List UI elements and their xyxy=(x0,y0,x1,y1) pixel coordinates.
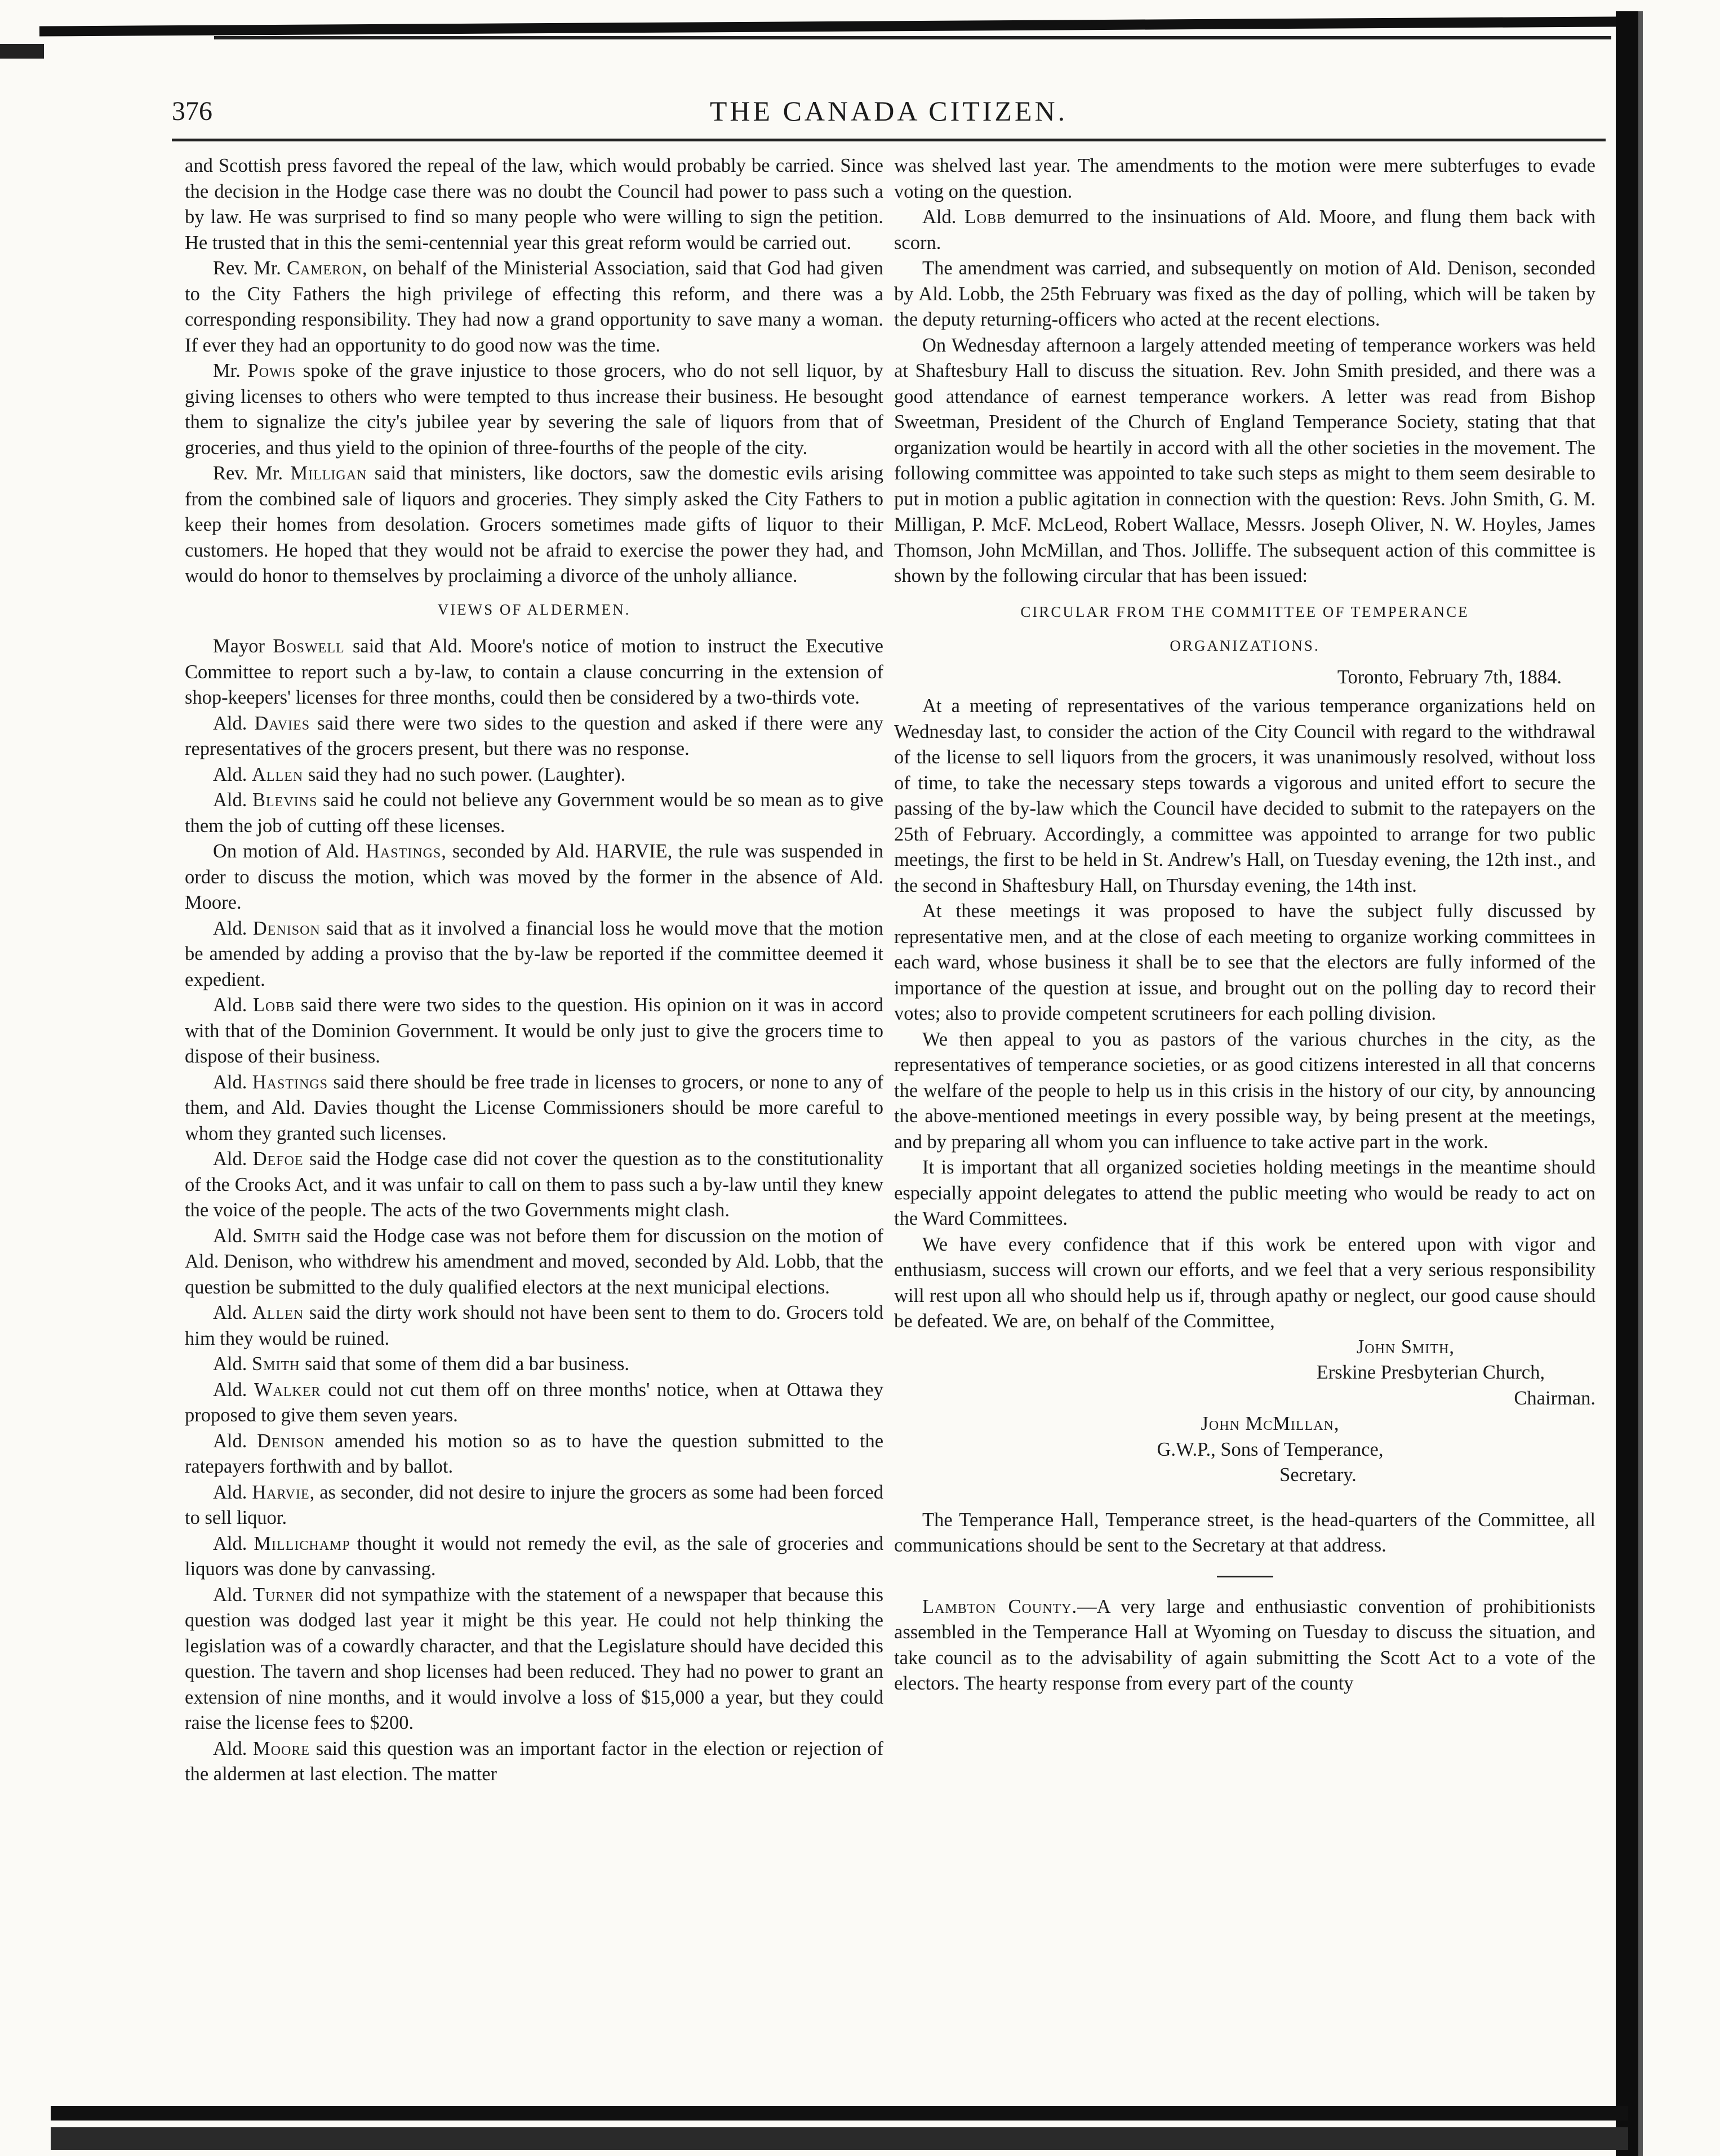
alderman-remark: Ald. Denison amended his motion so as to have the question submitted to the ratepayers forthwith and by ballot. xyxy=(185,1430,884,1477)
speaker-name: Denison xyxy=(252,917,321,939)
alderman-remark: Ald. Davies said there were two sides to the question and asked if there were any representatives of the grocers present, but there was no response. xyxy=(185,712,884,759)
article-paragraph-powis: Mr. Powis spoke of the grave injustice to those grocers, who do not sell liquor, by giving licenses to others who were tempted to thus increase their business. He besought them to signalize the city's jubilee year by severing the sale of liquors from that of groceries, and thus yield to the opinion of three-fourths of the people of the city. xyxy=(185,360,884,459)
alderman-remark: Ald. Lobb said there were two sides to the question. His opinion on it was in accord with that of the Dominion Government. It would be only just to give the grocers time to dispose of their business. xyxy=(185,994,883,1067)
alderman-remark: Ald. Walker could not cut them off on three months' notice, when at Ottawa they proposed to give them seven years. xyxy=(185,1379,883,1426)
bottom-border-rule xyxy=(51,2106,1628,2121)
circular-paragraph: At a meeting of representatives of the various temperance organizations held on Wednesday last, to consider the action of the City Council with regard to the withdrawal of the license to sell liquors from the grocers, it was unanimously resolved, without loss of time, to take the necessary steps towards a vigorous and united effort to secure the passing of the by-law which the Council have decided to submit to the ratepayers on the 25th of February. Accordingly, a committee was appointed to arrange for two public meetings, the first to be held in St. Andrew's Hall, on Tuesday evening, the 12th inst., and the second in Shaftesbury Hall, on Thursday evening, the 14th inst. xyxy=(894,695,1595,896)
alderman-remark: On motion of Ald. Hastings, seconded by Ald. HARVIE, the rule was suspended in order to discuss the motion, which was moved by the former in the absence of Ald. Moore. xyxy=(185,841,884,913)
speaker-name: Milligan xyxy=(290,463,367,484)
alderman-remark: Ald. Hastings said there should be free trade in licenses to grocers, or none to any of them, and Ald. Davies thought the License Commissioners should be more careful to whom they granted such licenses. xyxy=(185,1071,884,1144)
right-border-bar-shadow xyxy=(1638,11,1643,2156)
page-header xyxy=(172,96,1606,135)
running-title: THE CANADA CITIZEN. xyxy=(709,95,1068,127)
speaker-name: Millichamp xyxy=(254,1532,350,1554)
aldermen-remarks xyxy=(185,634,883,1788)
article-paragraph: The amendment was carried, and subsequently on motion of Ald. Denison, seconded by Ald. Lobb, the 25th February was fixed as the day of polling, which will be taken by the deputy returning-officers who acted at the recent elections. xyxy=(894,257,1595,330)
right-border-bar xyxy=(1616,11,1638,2156)
circular-heading xyxy=(894,595,1595,663)
speaker-name: Harvie xyxy=(252,1481,310,1503)
alderman-remark: Ald. Smith said the Hodge case was not before them for discussion on the motion of Ald. Denison, who withdrew his amendment and moved, seconded by Ald. Lobb, that the question be submitted to the duly qualified electors at the next municipal elections. xyxy=(185,1225,884,1298)
circular-heading-line: ORGANIZATIONS. xyxy=(1170,637,1320,654)
circular-paragraph: At these meetings it was proposed to have the subject fully discussed by representative men, and at the close of each meeting to organize working committees in each ward, whose business it shall be to see that the electors are fully informed of the importance of the question at issue, and brought out on the polling day to record their votes; also to provide competent scrutineers for each polling division. xyxy=(894,900,1595,1024)
alderman-remark: Ald. Allen said they had no such power. (Laughter). xyxy=(213,763,626,785)
circular-heading-line: CIRCULAR FROM THE COMMITTEE OF TEMPERANCE xyxy=(1020,603,1469,620)
signature-affiliation: G.W.P., Sons of Temperance, xyxy=(1157,1438,1384,1460)
circular-paragraph: We then appeal to you as pastors of the various churches in the city, as the representatives of temperance societies, or as good citizens interested in all that concerns the welfare of the people to help us in this crisis in the history of our city, by announcing the above-mentioned meetings in every possible way, by being present at the meetings, and by preparing all whom you can influence to take active part in the work. xyxy=(894,1028,1595,1153)
speaker-name: Boswell xyxy=(273,635,345,657)
alderman-remark: Ald. Defoe said the Hodge case did not cover the question as to the constitutionality of the Crooks Act, and it was unfair to call on them to pass such a by-law until they knew the voice of the people. The acts of the two Governments might clash. xyxy=(185,1148,884,1221)
alderman-remark: Ald. Blevins said he could not believe any Government would be so mean as to give them the job of cutting off these licenses. xyxy=(185,789,883,837)
scan-corner-mark xyxy=(0,44,44,59)
circular-paragraph: It is important that all organized societies holding meetings in the meantime should especially appoint delegates to attend the public meeting who would be ready to act on the Ward Committees. xyxy=(894,1157,1595,1229)
page-number: 376 xyxy=(172,96,212,126)
alderman-remark: Ald. Allen said the dirty work should not have been sent to them to do. Grocers told him they would be ruined. xyxy=(185,1302,884,1349)
top-border-rule xyxy=(39,16,1617,36)
alderman-remark: Ald. Smith said that some of them did a bar business. xyxy=(213,1353,629,1375)
signature-title: Chairman. xyxy=(1514,1387,1595,1409)
signature-title: Secretary. xyxy=(1279,1464,1357,1486)
top-border-rule-thin xyxy=(214,36,1611,39)
right-column xyxy=(894,153,1595,1697)
lambton-lead: Lambton County. xyxy=(922,1595,1078,1617)
alderman-remark: Ald. Moore said this question was an important factor in the election or rejection of the aldermen at last election. The matter xyxy=(185,1737,884,1785)
speaker-name: Allen xyxy=(252,763,304,785)
speaker-name: Lobb xyxy=(964,206,1007,228)
alderman-remark: Ald. Denison said that as it involved a financial loss he would move that the motion be amended by adding a proviso that the by-law be reported if the committee deemed it expedient. xyxy=(185,917,884,990)
signature-affiliation: Erskine Presbyterian Church, xyxy=(1316,1362,1545,1383)
article-paragraph: was shelved last year. The amendments to the motion were mere subterfuges to evade voting on the question. xyxy=(894,155,1595,202)
separator-rule xyxy=(1217,1576,1273,1577)
speaker-name: Blevins xyxy=(252,789,318,811)
speaker-name: Smith xyxy=(252,1225,301,1247)
bottom-border-rule-thick xyxy=(51,2127,1628,2150)
speaker-name: Allen xyxy=(252,1302,304,1323)
article-paragraph-cameron: Rev. Mr. Cameron, on behalf of the Ministerial Association, said that God had given to the City Fathers the high privilege of effecting this reform, and there was a corresponding responsibility. They had now a grand opportunity to save many a woman. If ever they had an opportunity to do good now was the time. xyxy=(185,257,884,356)
alderman-remark: Mayor Boswell said that Ald. Moore's notice of motion to instruct the Executive Committee to report such a by-law, to contain a clause concurring in the extension of shop-keepers' licenses for three months, could then be considered by a two-thirds vote. xyxy=(185,635,883,708)
speaker-name: Smith xyxy=(252,1353,300,1375)
speaker-name: Denison xyxy=(257,1430,325,1452)
article-paragraph-milligan: Rev. Mr. Milligan said that ministers, like doctors, saw the domestic evils arising from the combined sale of liquors and groceries. They simply asked the City Fathers to keep their homes from desolation. Grocers sometimes made gifts of liquor to their customers. He hoped that they would not be afraid to exercise the power they had, and would do honor to themselves by proclaiming a divorce of the unholy alliance. xyxy=(185,463,884,586)
dateline: Toronto, February 7th, 1884. xyxy=(1337,666,1562,688)
speaker-name: Lobb xyxy=(252,994,295,1016)
lambton-paragraph: Lambton County.—A very large and enthusiastic convention of prohibitionists assembled in the Temperance Hall at Wyoming on Tuesday to discuss the situation, and take council as to the advisability of again submitting the Scott Act to a vote of the electors. The hearty response from every part of the county xyxy=(894,1595,1595,1694)
article-paragraph: On Wednesday afternoon a largely attended meeting of temperance workers was held at Shaftesbury Hall to discuss the situation. Rev. John Smith presided, and there was a good attendance of earnest temperance workers. A letter was read from Bishop Sweetman, President of the Church of England Temperance Society, stating that that organization would be heartily in accord with all the other societies in the movement. The following committee was appointed to take such steps as might to them seem desirable to put in motion a public agitation in connection with the question: Revs. John Smith, G. M. Milligan, P. McF. McLeod, Robert Wallace, Messrs. Joseph Oliver, N. W. Hoyles, James Thomson, John McMillan, and Thos. Jolliffe. The subsequent action of this committee is shown by the following circular that has been issued: xyxy=(894,334,1595,586)
alderman-remark: Ald. Millichamp thought it would not remedy the evil, as the sale of groceries and liquors was done by canvassing. xyxy=(185,1532,884,1580)
article-paragraph: and Scottish press favored the repeal of the law, which would probably be carried. Since the decision in the Hodge case there was no doubt the Council had power to pass such a by law. He was surprised to find so many people who were willing to sign the petition. He trusted that in this the semi-centennial year this great reform would be carried out. xyxy=(185,155,883,254)
speaker-name: Walker xyxy=(254,1379,321,1401)
alderman-remark: Ald. Harvie, as seconder, did not desire to injure the grocers as some had been forced to sell liquor. xyxy=(185,1481,883,1528)
alderman-remark: Ald. Turner did not sympathize with the statement of a newspaper that because this question was dodged last year it might be this year. He could not help thinking the legislation was of a cowardly character, and that the Legislature should have decided this question. The tavern and shop licenses had been reduced. They had no power to grant an extension of nine months, and it would involve a loss of $15,000 a year, but they could raise the license fees to $200. xyxy=(185,1584,883,1733)
article-paragraph-lobb: Ald. Lobb demurred to the insinuations of Ald. Moore, and flung them back with scorn. xyxy=(894,206,1596,254)
speaker-name: Turner xyxy=(252,1584,314,1606)
header-rule xyxy=(172,139,1606,141)
speaker-name: Hastings xyxy=(365,841,442,862)
hall-note: The Temperance Hall, Temperance street, is the head-quarters of the Committee, all communications should be sent to the Secretary at that address. xyxy=(894,1509,1595,1556)
speaker-name: Powis xyxy=(247,360,296,381)
signature-name: John McMillan, xyxy=(1201,1413,1340,1434)
section-heading: VIEWS OF ALDERMEN. xyxy=(437,601,631,618)
left-column xyxy=(185,153,883,1788)
speaker-name: Defoe xyxy=(252,1148,304,1170)
signature-name: John Smith, xyxy=(1356,1336,1455,1358)
speaker-name: Moore xyxy=(253,1737,310,1759)
speaker-name: Cameron xyxy=(286,257,362,279)
circular-paragraph: We have every confidence that if this work be entered upon with vigor and enthusiasm, success will crown our efforts, and we feel that a very serious responsibility will rest upon all who should help us if, through apathy or neglect, our good cause should be defeated. We are, on behalf of the Committee, xyxy=(894,1233,1595,1332)
speaker-name: Davies xyxy=(254,712,310,734)
speaker-name: Hastings xyxy=(252,1071,328,1093)
